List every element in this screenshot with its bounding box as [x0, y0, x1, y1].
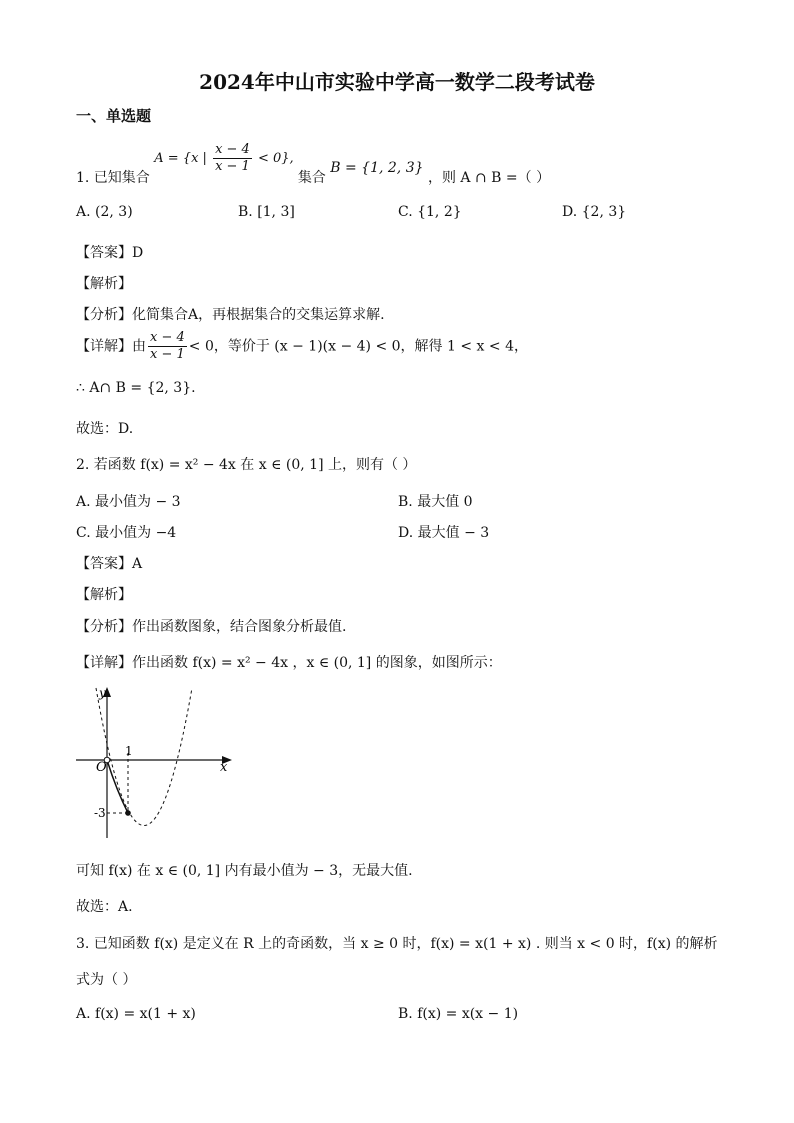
- q3-stem-line2: 式为（ ）: [76, 972, 137, 988]
- q3-option-a: A. f(x) = x(1 + x): [76, 1006, 196, 1022]
- q1-choose: 故选：D.: [76, 421, 134, 437]
- q2-stem: 2. 若函数 f(x) = x² − 4x 在 x ∈ (0, 1] 上，则有（ ）: [76, 457, 417, 473]
- q3-stem-line1: 3. 已知函数 f(x) 是定义在 R 上的奇函数，当 x ≥ 0 时，f(x) = x(1 + x) . 则当 x < 0 时，f(x) 的解析: [76, 936, 718, 952]
- tick-label-neg3: -3: [94, 806, 106, 820]
- closed-point: [125, 810, 131, 816]
- q2-fenxi: 【分析】作出函数图象，结合图象分析最值.: [76, 619, 347, 635]
- q1-stem: 1. 已知集合 A = {x | $\frac{x - 4}{x - 1}$ < 0}, 集合 B = {1, 2, 3} ，则 A ∩ B =（ ）: [76, 142, 551, 186]
- q2-conclusion: 可知 f(x) 在 x ∈ (0, 1] 内有最小值为 − 3，无最大值.: [76, 863, 413, 879]
- q1-analysis-head: 【解析】: [76, 276, 132, 292]
- section-heading: 一、单选题: [76, 107, 152, 125]
- q2-analysis-head: 【解析】: [76, 587, 132, 603]
- parabola-curve: [96, 688, 192, 826]
- q1-answer: 【答案】D: [76, 245, 144, 261]
- q1-option-d: D. {2, 3}: [562, 204, 627, 220]
- q1-option-c: C. {1, 2}: [398, 204, 462, 220]
- q2-option-c: C. 最小值为 −4: [76, 525, 177, 541]
- y-axis-label: y: [99, 686, 106, 700]
- function-segment: [107, 760, 128, 813]
- q1-option-a: A. (2, 3): [76, 204, 133, 220]
- q2-detail: 【详解】作出函数 f(x) = x² − 4x ，x ∈ (0, 1] 的图象，如图所示：: [76, 655, 502, 671]
- q2-function-graph: [76, 683, 246, 843]
- q2-option-a: A. 最小值为 − 3: [76, 494, 181, 510]
- q1-detail: 【详解】由 $\frac{x - 4}{x - 1}$ < 0，等价于 (x − 1)(x − 4) < 0，解得 1 < x < 4，: [76, 330, 528, 362]
- q1-setA: A = {x | $\frac{x - 4}{x - 1}$ < 0},: [154, 142, 294, 174]
- q1-setB: B = {1, 2, 3}: [330, 160, 424, 176]
- q1-option-b: B. [1, 3]: [238, 204, 295, 220]
- q2-option-b: B. 最大值 0: [398, 494, 473, 510]
- q2-answer: 【答案】A: [76, 556, 143, 572]
- q1-fenxi: 【分析】化简集合A，再根据集合的交集运算求解.: [76, 307, 385, 323]
- q2-option-d: D. 最大值 − 3: [398, 525, 490, 541]
- origin-label: O: [96, 760, 107, 775]
- q3-option-b: B. f(x) = x(x − 1): [398, 1006, 519, 1022]
- q1-therefore: ∴ A∩ B = {2, 3}.: [76, 380, 196, 396]
- tick-label-1: 1: [125, 744, 133, 758]
- page-title: 2024年中山市实验中学高一数学二段考试卷: [199, 70, 595, 94]
- x-axis-label: x: [220, 760, 228, 775]
- q2-choose: 故选：A.: [76, 899, 133, 915]
- q1-setA-fraction: $\frac{x - 4}{x - 1}$: [215, 142, 250, 174]
- q1-detail-fraction: $\frac{x - 4}{x - 1}$: [150, 330, 185, 362]
